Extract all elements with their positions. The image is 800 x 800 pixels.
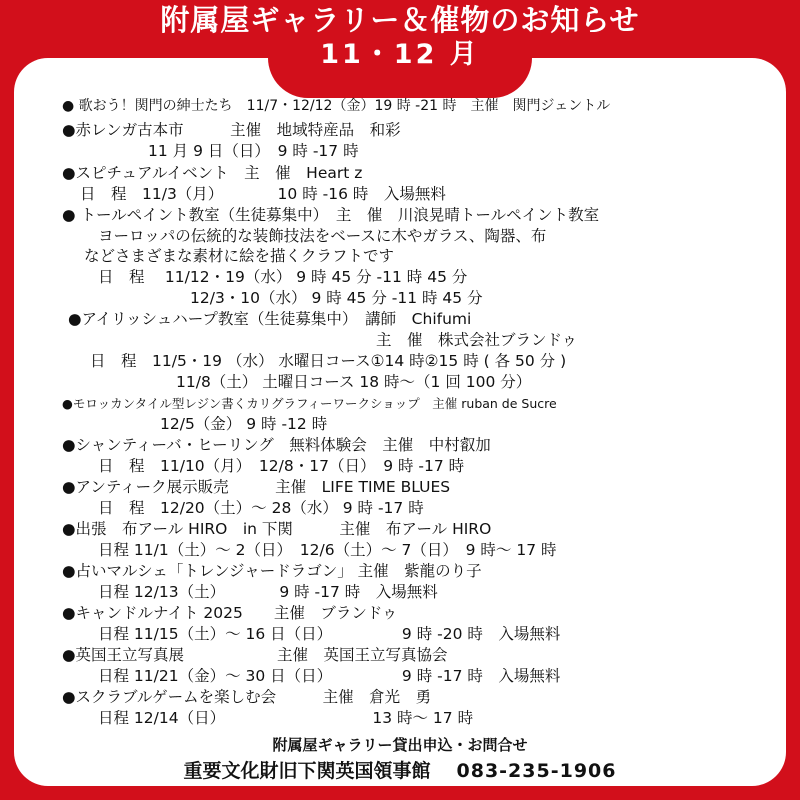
event-healing-schedule: 日 程 11/10（月） 12/8・17（日） 9 時 -17 時: [98, 457, 465, 475]
event-fortune: ●占いマルシェ「トレンジャードラゴン」 主催 紫龍のり子: [62, 562, 482, 580]
event-spiritual: ●スピチュアルイベント 主 催 Heart z: [62, 164, 363, 182]
event-candle-schedule: 日程 11/15（土）～ 16 日（日） 9 時 -20 時 入場無料: [98, 625, 561, 643]
event-antique-schedule: 日 程 12/20（土）～ 28（水） 9 時 -17 時: [98, 499, 424, 517]
event-antique: ●アンティーク展示販売 主催 LIFE TIME BLUES: [62, 478, 451, 496]
event-calligraphy-schedule: 12/5（金） 9 時 -12 時: [160, 415, 328, 433]
event-tolepaint-desc2: などさまざまな素材に絵を描くクラフトです: [84, 247, 395, 265]
event-healing: ●シャンティーバ・ヒーリング 無料体験会 主催 中村叡加: [62, 436, 491, 454]
event-harp: ●アイリッシュハープ教室（生徒募集中） 講師 Chifumi: [68, 310, 472, 328]
event-tolepaint-schedule2: 12/3・10（水） 9 時 45 分 -11 時 45 分: [190, 289, 483, 307]
event-harp-schedule2: 11/8（土） 土曜日コース 18 時～（1 回 100 分）: [176, 373, 532, 391]
venue-contact: [0, 756, 800, 783]
event-photo: ●英国王立写真展 主催 英国王立写真協会: [62, 646, 448, 664]
page-title: 附属屋ギャラリー＆催物のお知らせ: [160, 3, 640, 37]
event-harp-organizer: 主 催 株式会社ブランドゥ: [376, 331, 578, 349]
event-tolepaint: ● トールペイント教室（生徒募集中） 主 催 川浪晃晴トールペイント教室: [62, 206, 600, 224]
contact-label: 附属屋ギャラリー貸出申込・お問合せ: [272, 736, 528, 754]
event-candle: ●キャンドルナイト 2025 主催 ブランドゥ: [62, 604, 398, 622]
event-photo-schedule: 日程 11/21（金）～ 30 日（日） 9 時 -17 時 入場無料: [98, 667, 561, 685]
event-akarenga-bookfair: ●赤レンガ古本市 主催 地域特産品 和彩: [62, 121, 401, 139]
event-nuart-schedule: 日程 11/1（土）～ 2（日） 12/6（土）～ 7（日） 9 時～ 17 時: [98, 541, 557, 559]
event-calligraphy: ●モロッカンタイル型レジン書くカリグラフィーワークショップ 主催 ruban de Sucre: [62, 396, 557, 411]
event-tolepaint-desc1: ヨーロッパの伝統的な装飾技法をベースに木やガラス、陶器、布: [98, 227, 547, 245]
event-nuart: ●出張 布アール HIRO in 下関 主催 布アール HIRO: [62, 520, 492, 538]
event-utaou: ● 歌おう！関門の紳士たち 11/7・12/12（金）19 時 -21 時 主催 関門ジェントル: [62, 98, 611, 114]
event-scrabble-schedule: 日程 12/14（日） 13 時～ 17 時: [98, 709, 474, 727]
month-subtitle: 11・12 月: [320, 39, 480, 70]
phone-number: 083-235-1906: [456, 760, 617, 782]
event-scrabble: ●スクラブルゲームを楽しむ会 主催 倉光 勇: [62, 688, 432, 706]
venue-name: 重要文化財旧下関英国領事館: [183, 760, 431, 782]
event-fortune-schedule: 日程 12/13（土） 9 時 -17 時 入場無料: [98, 583, 438, 601]
event-tolepaint-schedule1: 日 程 11/12・19（水） 9 時 45 分 -11 時 45 分: [98, 268, 468, 286]
event-spiritual-schedule: 日 程 11/3（月） 10 時 -16 時 入場無料: [80, 185, 446, 203]
event-akarenga-schedule: 11 月 9 日（日） 9 時 -17 時: [148, 142, 359, 160]
event-harp-schedule1: 日 程 11/5・19 （水） 水曜日コース①14 時②15 時 ( 各 50 分 ): [90, 352, 567, 370]
